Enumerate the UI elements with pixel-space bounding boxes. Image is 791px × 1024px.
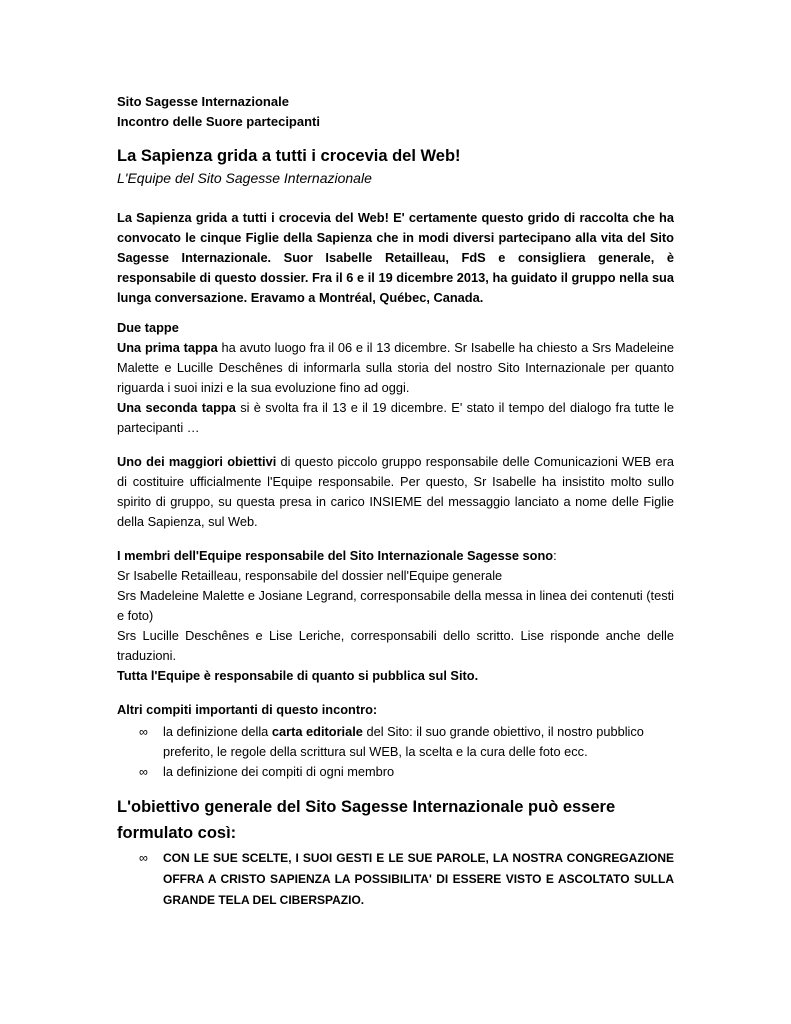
due-tappe-section [117,318,674,438]
members-heading-colon: : [553,548,557,563]
header-line-1: Sito Sagesse Internazionale [117,94,289,109]
first-stage-paragraph [117,338,674,398]
member-line-3: Srs Lucille Deschênes e Lise Leriche, corresponsabili dello scritto. Lise risponde anche delle traduzioni. [117,628,674,663]
due-tappe-heading: Due tappe [117,320,179,335]
task-1-post: del Sito: il suo grande obiettivo, il nostro pubblico preferito, le regole della scrittura sul WEB, la scelta e la cura delle foto ecc. [163,724,644,759]
second-stage-label: Una seconda tappa [117,400,236,415]
header-line-2: Incontro delle Suore partecipanti [117,114,320,129]
general-objective-list [117,848,674,911]
general-objective-statement: CON LE SUE SCELTE, I SUOI GESTI E LE SUE PAROLE, LA NOSTRA CONGREGAZIONE OFFRA A CRISTO SAPIENZA LA POSSIBILITA' DI ESSERE VISTO E ASCOLTATO SULLA GRANDE TELA DEL CIBERSPAZIO. [163,851,674,907]
article-subtitle: L'Equipe del Sito Sagesse Internazionale [117,170,372,186]
members-section [117,546,674,686]
infinity-bullet-icon: ∞ [139,851,148,865]
general-objective-heading: L'obiettivo generale del Sito Sagesse Internazionale può essere formulato così: [117,798,616,842]
list-item [117,848,674,911]
intro-paragraph: La Sapienza grida a tutti i crocevia del Web! E' certamente questo grido di raccolta che ha convocato le cinque Figlie della Sapienza che in modi diversi partecipano alla vita del Sito Sagesse Internazionale. Suor Isabelle Retailleau, FdS e consigliera generale, è responsabile di questo dossier. Fra il 6 e il 19 dicembre 2013, ha guidato il gruppo nella sua lunga conversazione. Eravamo a Montréal, Québec, Canada. [117,210,674,305]
second-stage-paragraph [117,398,674,438]
task-1-bold: carta editoriale [271,724,363,739]
list-item [117,762,674,782]
members-heading-line [117,546,674,566]
objectives-paragraph [117,452,674,532]
infinity-bullet-icon: ∞ [139,725,148,739]
list-item [117,722,674,762]
task-1-pre: la definizione della [163,724,272,739]
article-title: La Sapienza grida a tutti i crocevia del Web! [117,147,461,165]
document-page [117,92,674,911]
tasks-list [117,722,674,782]
first-stage-label: Una prima tappa [117,340,218,355]
objectives-text: di questo piccolo gruppo responsabile delle Comunicazioni WEB era di costituire ufficialmente l'Equipe responsabile. Per questo, Sr Isabelle ha insistito molto sullo spirito di gruppo, su questa presa in carico INSIEME del messaggio lanciato a nome delle Figlie della Sapienza, sul Web. [117,454,674,529]
infinity-bullet-icon: ∞ [139,765,148,779]
members-closing: Tutta l'Equipe è responsabile di quanto si pubblica sul Sito. [117,668,479,683]
second-stage-text: si è svolta fra il 13 e il 19 dicembre. E' stato il tempo del dialogo fra tutte le partecipanti … [117,400,674,435]
member-line-2: Srs Madeleine Malette e Josiane Legrand, corresponsabile della messa in linea dei contenuti (testi e foto) [117,588,674,623]
tasks-section [117,700,674,782]
member-line-1: Sr Isabelle Retailleau, responsabile del dossier nell'Equipe generale [117,568,503,583]
tasks-heading: Altri compiti importanti di questo incontro: [117,702,378,717]
task-2-text: la definizione dei compiti di ogni membro [163,764,395,779]
objectives-label: Uno dei maggiori obiettivi [117,454,277,469]
members-heading: I membri dell'Equipe responsabile del Sito Internazionale Sagesse sono [117,548,554,563]
first-stage-text: ha avuto luogo fra il 06 e il 13 dicembre. Sr Isabelle ha chiesto a Srs Madeleine Malette e Lucille Deschênes di informarla sulla storia del nostro Sito Internazionale per quanto riguarda i suoi inizi e la sua evoluzione fino ad oggi. [117,340,674,395]
